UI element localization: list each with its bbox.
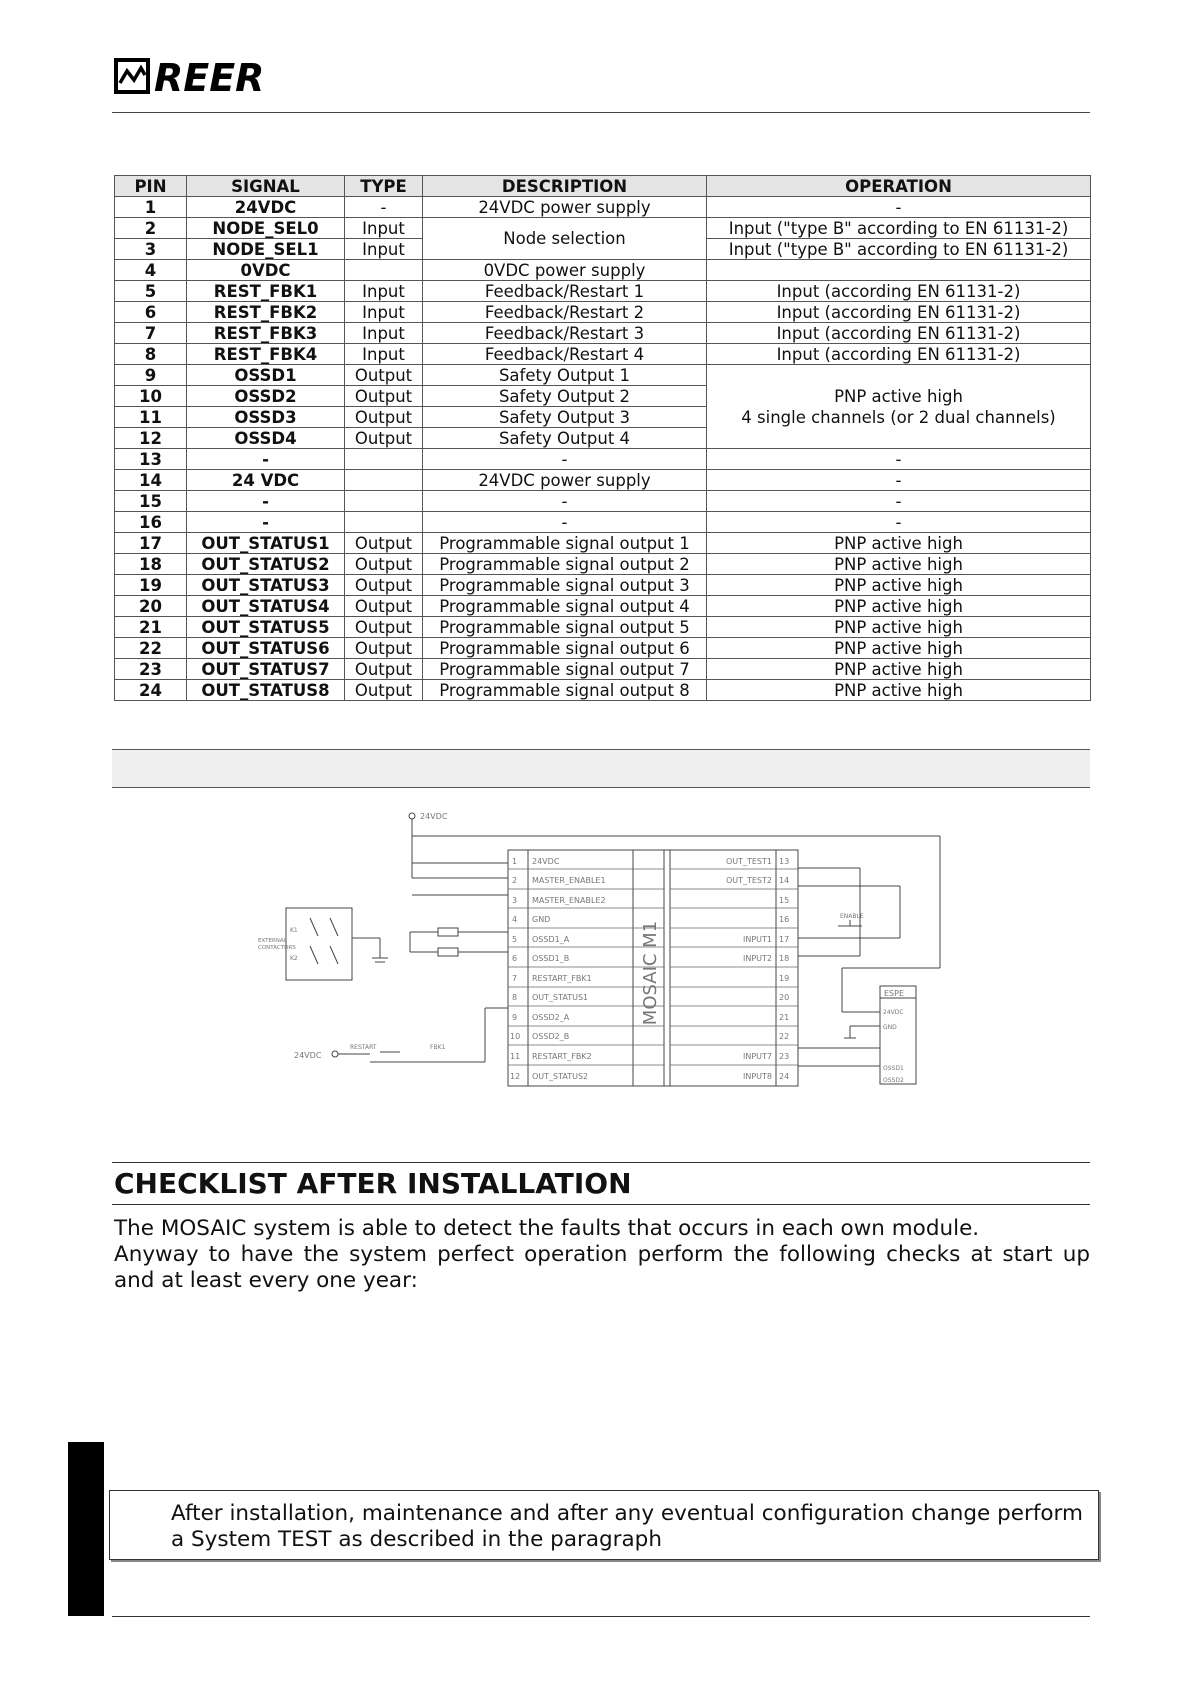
cell-description: Safety Output 3 <box>423 407 707 428</box>
note-line-2: a System TEST as described in the paragraph <box>171 1527 662 1552</box>
cell-description: 24VDC power supply <box>423 470 707 491</box>
cell-type: Output <box>345 365 423 386</box>
cell-signal: OUT_STATUS1 <box>187 533 345 554</box>
cell-type <box>345 512 423 533</box>
side-tab <box>68 1442 104 1616</box>
cell-type: Input <box>345 281 423 302</box>
cell-type: Input <box>345 323 423 344</box>
cell-signal: REST_FBK1 <box>187 281 345 302</box>
cell-description: 24VDC power supply <box>423 197 707 218</box>
cell-operation: - <box>707 197 1091 218</box>
restart-supply-label: 24VDC <box>294 1051 322 1060</box>
left-pin-num: 6 <box>512 954 518 963</box>
right-pin-num: 22 <box>779 1032 790 1041</box>
cell-type: - <box>345 197 423 218</box>
right-pin-num: 18 <box>779 954 790 963</box>
cell-description: Node selection <box>423 218 707 260</box>
right-pin-num: 16 <box>779 915 790 924</box>
left-pin-num: 2 <box>512 876 518 885</box>
table-row <box>115 596 1091 617</box>
cell-operation: Input ("type B" according to EN 61131-2) <box>707 239 1091 260</box>
table-row <box>115 659 1091 680</box>
coil-k2 <box>438 948 458 956</box>
cell-description: Programmable signal output 7 <box>423 659 707 680</box>
reer-logo <box>114 55 264 99</box>
left-pin-label: RESTART_FBK1 <box>532 974 592 983</box>
right-pin-num: 23 <box>779 1052 790 1061</box>
cell-description: - <box>423 512 707 533</box>
cell-signal: OSSD2 <box>187 386 345 407</box>
cell-pin: 24 <box>115 680 187 701</box>
left-pin-label: OUT_STATUS2 <box>532 1072 589 1081</box>
note-text <box>171 1501 1091 1553</box>
operation-line-1: PNP active high <box>834 386 963 406</box>
cell-type <box>345 260 423 281</box>
right-pin-num: 21 <box>779 1013 790 1022</box>
cell-pin: 4 <box>115 260 187 281</box>
cell-pin: 12 <box>115 428 187 449</box>
contactor-box <box>286 908 352 980</box>
cell-operation: - <box>707 470 1091 491</box>
cell-pin: 17 <box>115 533 187 554</box>
cell-operation: - <box>707 449 1091 470</box>
table-row <box>115 323 1091 344</box>
cell-pin: 19 <box>115 575 187 596</box>
module-body-right <box>670 850 776 1086</box>
cell-pin: 2 <box>115 218 187 239</box>
cell-type: Output <box>345 428 423 449</box>
cell-type: Output <box>345 680 423 701</box>
checklist-line-2: Anyway to have the system perfect operation perform the following checks at start up <box>114 1242 1090 1267</box>
cell-operation: PNP active high <box>707 680 1091 701</box>
right-pin-num: 20 <box>779 993 790 1002</box>
cell-operation: PNP active high <box>707 533 1091 554</box>
cell-operation: Input (according EN 61131-2) <box>707 323 1091 344</box>
cell-signal: OUT_STATUS5 <box>187 617 345 638</box>
left-pin-label: MASTER_ENABLE1 <box>532 876 606 885</box>
left-pin-label: GND <box>532 915 551 924</box>
contactors-label-1: EXTERNAL <box>258 938 287 944</box>
left-pin-label: OUT_STATUS1 <box>532 993 589 1002</box>
cell-description: Safety Output 2 <box>423 386 707 407</box>
operation-line-2: 4 single channels (or 2 dual channels) <box>741 407 1056 427</box>
right-pin-label: INPUT2 <box>743 954 772 963</box>
col-header-description: DESCRIPTION <box>423 176 707 197</box>
cell-description: - <box>423 491 707 512</box>
right-pin-column <box>776 850 798 1086</box>
logo-text: REER <box>154 56 264 99</box>
cell-signal: OSSD4 <box>187 428 345 449</box>
left-pin-label: RESTART_FBK2 <box>532 1052 592 1061</box>
left-pin-num: 5 <box>512 935 518 944</box>
cell-signal: OSSD3 <box>187 407 345 428</box>
checklist-line-3: and at least every one year: <box>114 1268 418 1293</box>
cell-signal: OUT_STATUS6 <box>187 638 345 659</box>
supply-label: 24VDC <box>420 812 448 821</box>
left-pin-num: 8 <box>512 993 518 1002</box>
cell-pin: 9 <box>115 365 187 386</box>
table-row <box>115 638 1091 659</box>
cell-type <box>345 449 423 470</box>
cell-type: Input <box>345 239 423 260</box>
cell-pin: 5 <box>115 281 187 302</box>
cell-pin: 14 <box>115 470 187 491</box>
right-pin-num: 14 <box>779 876 790 885</box>
cell-signal: REST_FBK3 <box>187 323 345 344</box>
enable-label: ENABLE <box>840 913 864 920</box>
cell-pin: 11 <box>115 407 187 428</box>
cell-type: Output <box>345 407 423 428</box>
module-name: MOSAIC M1 <box>640 920 661 1026</box>
cell-pin: 15 <box>115 491 187 512</box>
right-pin-num: 17 <box>779 935 790 944</box>
cell-description: Feedback/Restart 4 <box>423 344 707 365</box>
cell-operation: PNP active high <box>707 659 1091 680</box>
cell-pin: 8 <box>115 344 187 365</box>
cell-operation <box>707 260 1091 281</box>
contactor-k1-label: K1 <box>290 927 298 934</box>
cell-description: Feedback/Restart 3 <box>423 323 707 344</box>
left-pin-num: 7 <box>512 974 518 983</box>
cell-signal: 24VDC <box>187 197 345 218</box>
right-pin-label: INPUT8 <box>743 1072 772 1081</box>
left-pin-num: 11 <box>510 1052 521 1061</box>
col-header-signal: SIGNAL <box>187 176 345 197</box>
cell-signal: - <box>187 491 345 512</box>
cell-operation: PNP active high <box>707 596 1091 617</box>
supply-terminal <box>409 813 415 819</box>
cell-signal: OUT_STATUS7 <box>187 659 345 680</box>
cell-pin: 3 <box>115 239 187 260</box>
cell-type: Output <box>345 617 423 638</box>
cell-pin: 6 <box>115 302 187 323</box>
right-pin-num: 19 <box>779 974 790 983</box>
cell-type: Output <box>345 554 423 575</box>
note-line-1: After installation, maintenance and after any eventual configuration change perform <box>171 1501 1083 1526</box>
cell-operation: Input (according EN 61131-2) <box>707 281 1091 302</box>
contactor-k2-label: K2 <box>290 955 298 962</box>
table-row <box>115 449 1091 470</box>
checklist-rule-bottom <box>112 1204 1090 1205</box>
cell-pin: 22 <box>115 638 187 659</box>
cell-type <box>345 470 423 491</box>
table-row <box>115 344 1091 365</box>
cell-type: Output <box>345 575 423 596</box>
header-rule <box>112 112 1090 113</box>
footer-rule <box>112 1616 1090 1617</box>
cell-type: Output <box>345 659 423 680</box>
cell-pin: 16 <box>115 512 187 533</box>
right-pin-label: OUT_TEST2 <box>725 876 772 885</box>
cell-operation: PNP active high <box>707 638 1091 659</box>
left-pin-num: 4 <box>512 915 518 924</box>
cell-operation: Input (according EN 61131-2) <box>707 344 1091 365</box>
coil-k1 <box>438 928 458 936</box>
cell-type: Input <box>345 302 423 323</box>
cell-description: Safety Output 1 <box>423 365 707 386</box>
cell-type: Input <box>345 344 423 365</box>
table-row <box>115 197 1091 218</box>
cell-operation: Input (according EN 61131-2) <box>707 302 1091 323</box>
cell-signal: - <box>187 449 345 470</box>
left-pin-num: 9 <box>512 1013 518 1022</box>
cell-operation: PNP active high <box>707 575 1091 596</box>
cell-pin: 23 <box>115 659 187 680</box>
cell-signal: - <box>187 512 345 533</box>
table-row <box>115 281 1091 302</box>
cell-pin: 1 <box>115 197 187 218</box>
cell-signal: NODE_SEL1 <box>187 239 345 260</box>
cell-pin: 18 <box>115 554 187 575</box>
cell-signal: OUT_STATUS2 <box>187 554 345 575</box>
table-row <box>115 575 1091 596</box>
espe-pin: GND <box>883 1024 897 1031</box>
cell-signal: REST_FBK4 <box>187 344 345 365</box>
table-row <box>115 680 1091 701</box>
table-row <box>115 554 1091 575</box>
cell-type: Output <box>345 533 423 554</box>
cell-operation-merged <box>707 365 1091 449</box>
wiring-diagram <box>250 808 950 1098</box>
cell-operation: - <box>707 512 1091 533</box>
cell-signal: OUT_STATUS3 <box>187 575 345 596</box>
pin-table <box>114 175 1091 701</box>
right-pin-label: INPUT1 <box>743 935 772 944</box>
cell-pin: 10 <box>115 386 187 407</box>
left-pin-num: 1 <box>512 857 518 866</box>
left-pin-num: 12 <box>510 1072 521 1081</box>
cell-type <box>345 491 423 512</box>
left-pin-num: 10 <box>510 1032 521 1041</box>
cell-signal: 24 VDC <box>187 470 345 491</box>
left-pin-num: 3 <box>512 896 518 905</box>
cell-pin: 20 <box>115 596 187 617</box>
right-pin-num: 13 <box>779 857 790 866</box>
table-row <box>115 617 1091 638</box>
checklist-rule-top <box>112 1162 1090 1163</box>
cell-signal: OUT_STATUS4 <box>187 596 345 617</box>
left-pin-label: OSSD2_B <box>532 1032 570 1041</box>
cell-signal: 0VDC <box>187 260 345 281</box>
cell-type: Output <box>345 596 423 617</box>
right-pin-num: 24 <box>779 1072 790 1081</box>
checklist-title: CHECKLIST AFTER INSTALLATION <box>114 1167 632 1200</box>
right-pin-label: INPUT7 <box>743 1052 772 1061</box>
cell-description: Feedback/Restart 2 <box>423 302 707 323</box>
cell-type: Input <box>345 218 423 239</box>
cell-operation: PNP active high <box>707 554 1091 575</box>
cell-operation: - <box>707 491 1091 512</box>
left-pin-column <box>508 850 528 1086</box>
cell-signal: NODE_SEL0 <box>187 218 345 239</box>
table-row <box>115 365 1091 386</box>
espe-pin: OSSD1 <box>883 1065 904 1072</box>
contactors-label-2: CONTACTORS <box>258 945 296 951</box>
table-row <box>115 218 1091 239</box>
table-row <box>115 512 1091 533</box>
table-row <box>115 533 1091 554</box>
cell-type: Output <box>345 386 423 407</box>
col-header-operation: OPERATION <box>707 176 1091 197</box>
section-band <box>112 749 1090 788</box>
cell-pin: 21 <box>115 617 187 638</box>
cell-signal: OUT_STATUS8 <box>187 680 345 701</box>
cell-description: Programmable signal output 3 <box>423 575 707 596</box>
cell-description: Programmable signal output 2 <box>423 554 707 575</box>
espe-pin: 24VDC <box>883 1009 904 1016</box>
note-box <box>109 1490 1099 1560</box>
cell-description: Programmable signal output 4 <box>423 596 707 617</box>
left-pin-label: OSSD1_B <box>532 954 570 963</box>
cell-description: Programmable signal output 6 <box>423 638 707 659</box>
fbk-label: FBK1 <box>430 1044 446 1051</box>
espe-pin: OSSD2 <box>883 1077 904 1084</box>
cell-description: 0VDC power supply <box>423 260 707 281</box>
checklist-body <box>114 1216 1090 1294</box>
espe-title: ESPE <box>884 989 905 998</box>
cell-description: Programmable signal output 5 <box>423 617 707 638</box>
cell-type: Output <box>345 638 423 659</box>
cell-description: Feedback/Restart 1 <box>423 281 707 302</box>
right-pin-num: 15 <box>779 896 790 905</box>
cell-signal: OSSD1 <box>187 365 345 386</box>
col-header-type: TYPE <box>345 176 423 197</box>
cell-signal: REST_FBK2 <box>187 302 345 323</box>
cell-description: Programmable signal output 1 <box>423 533 707 554</box>
restart-label: RESTART <box>350 1044 377 1051</box>
col-header-pin: PIN <box>115 176 187 197</box>
cell-pin: 7 <box>115 323 187 344</box>
cell-description: Safety Output 4 <box>423 428 707 449</box>
left-pin-label: MASTER_ENABLE2 <box>532 896 606 905</box>
left-pin-label: OSSD2_A <box>532 1013 570 1022</box>
cell-description: - <box>423 449 707 470</box>
left-pin-label: OSSD1_A <box>532 935 570 944</box>
checklist-line-1: The MOSAIC system is able to detect the faults that occurs in each own module. <box>114 1216 980 1241</box>
cell-description: Programmable signal output 8 <box>423 680 707 701</box>
table-header-row <box>115 176 1091 197</box>
cell-operation: PNP active high <box>707 617 1091 638</box>
table-row <box>115 260 1091 281</box>
table-row <box>115 491 1091 512</box>
table-row <box>115 470 1091 491</box>
right-pin-label: OUT_TEST1 <box>725 857 772 866</box>
left-pin-label: 24VDC <box>532 857 560 866</box>
cell-operation: Input ("type B" according to EN 61131-2) <box>707 218 1091 239</box>
cell-pin: 13 <box>115 449 187 470</box>
table-row <box>115 302 1091 323</box>
